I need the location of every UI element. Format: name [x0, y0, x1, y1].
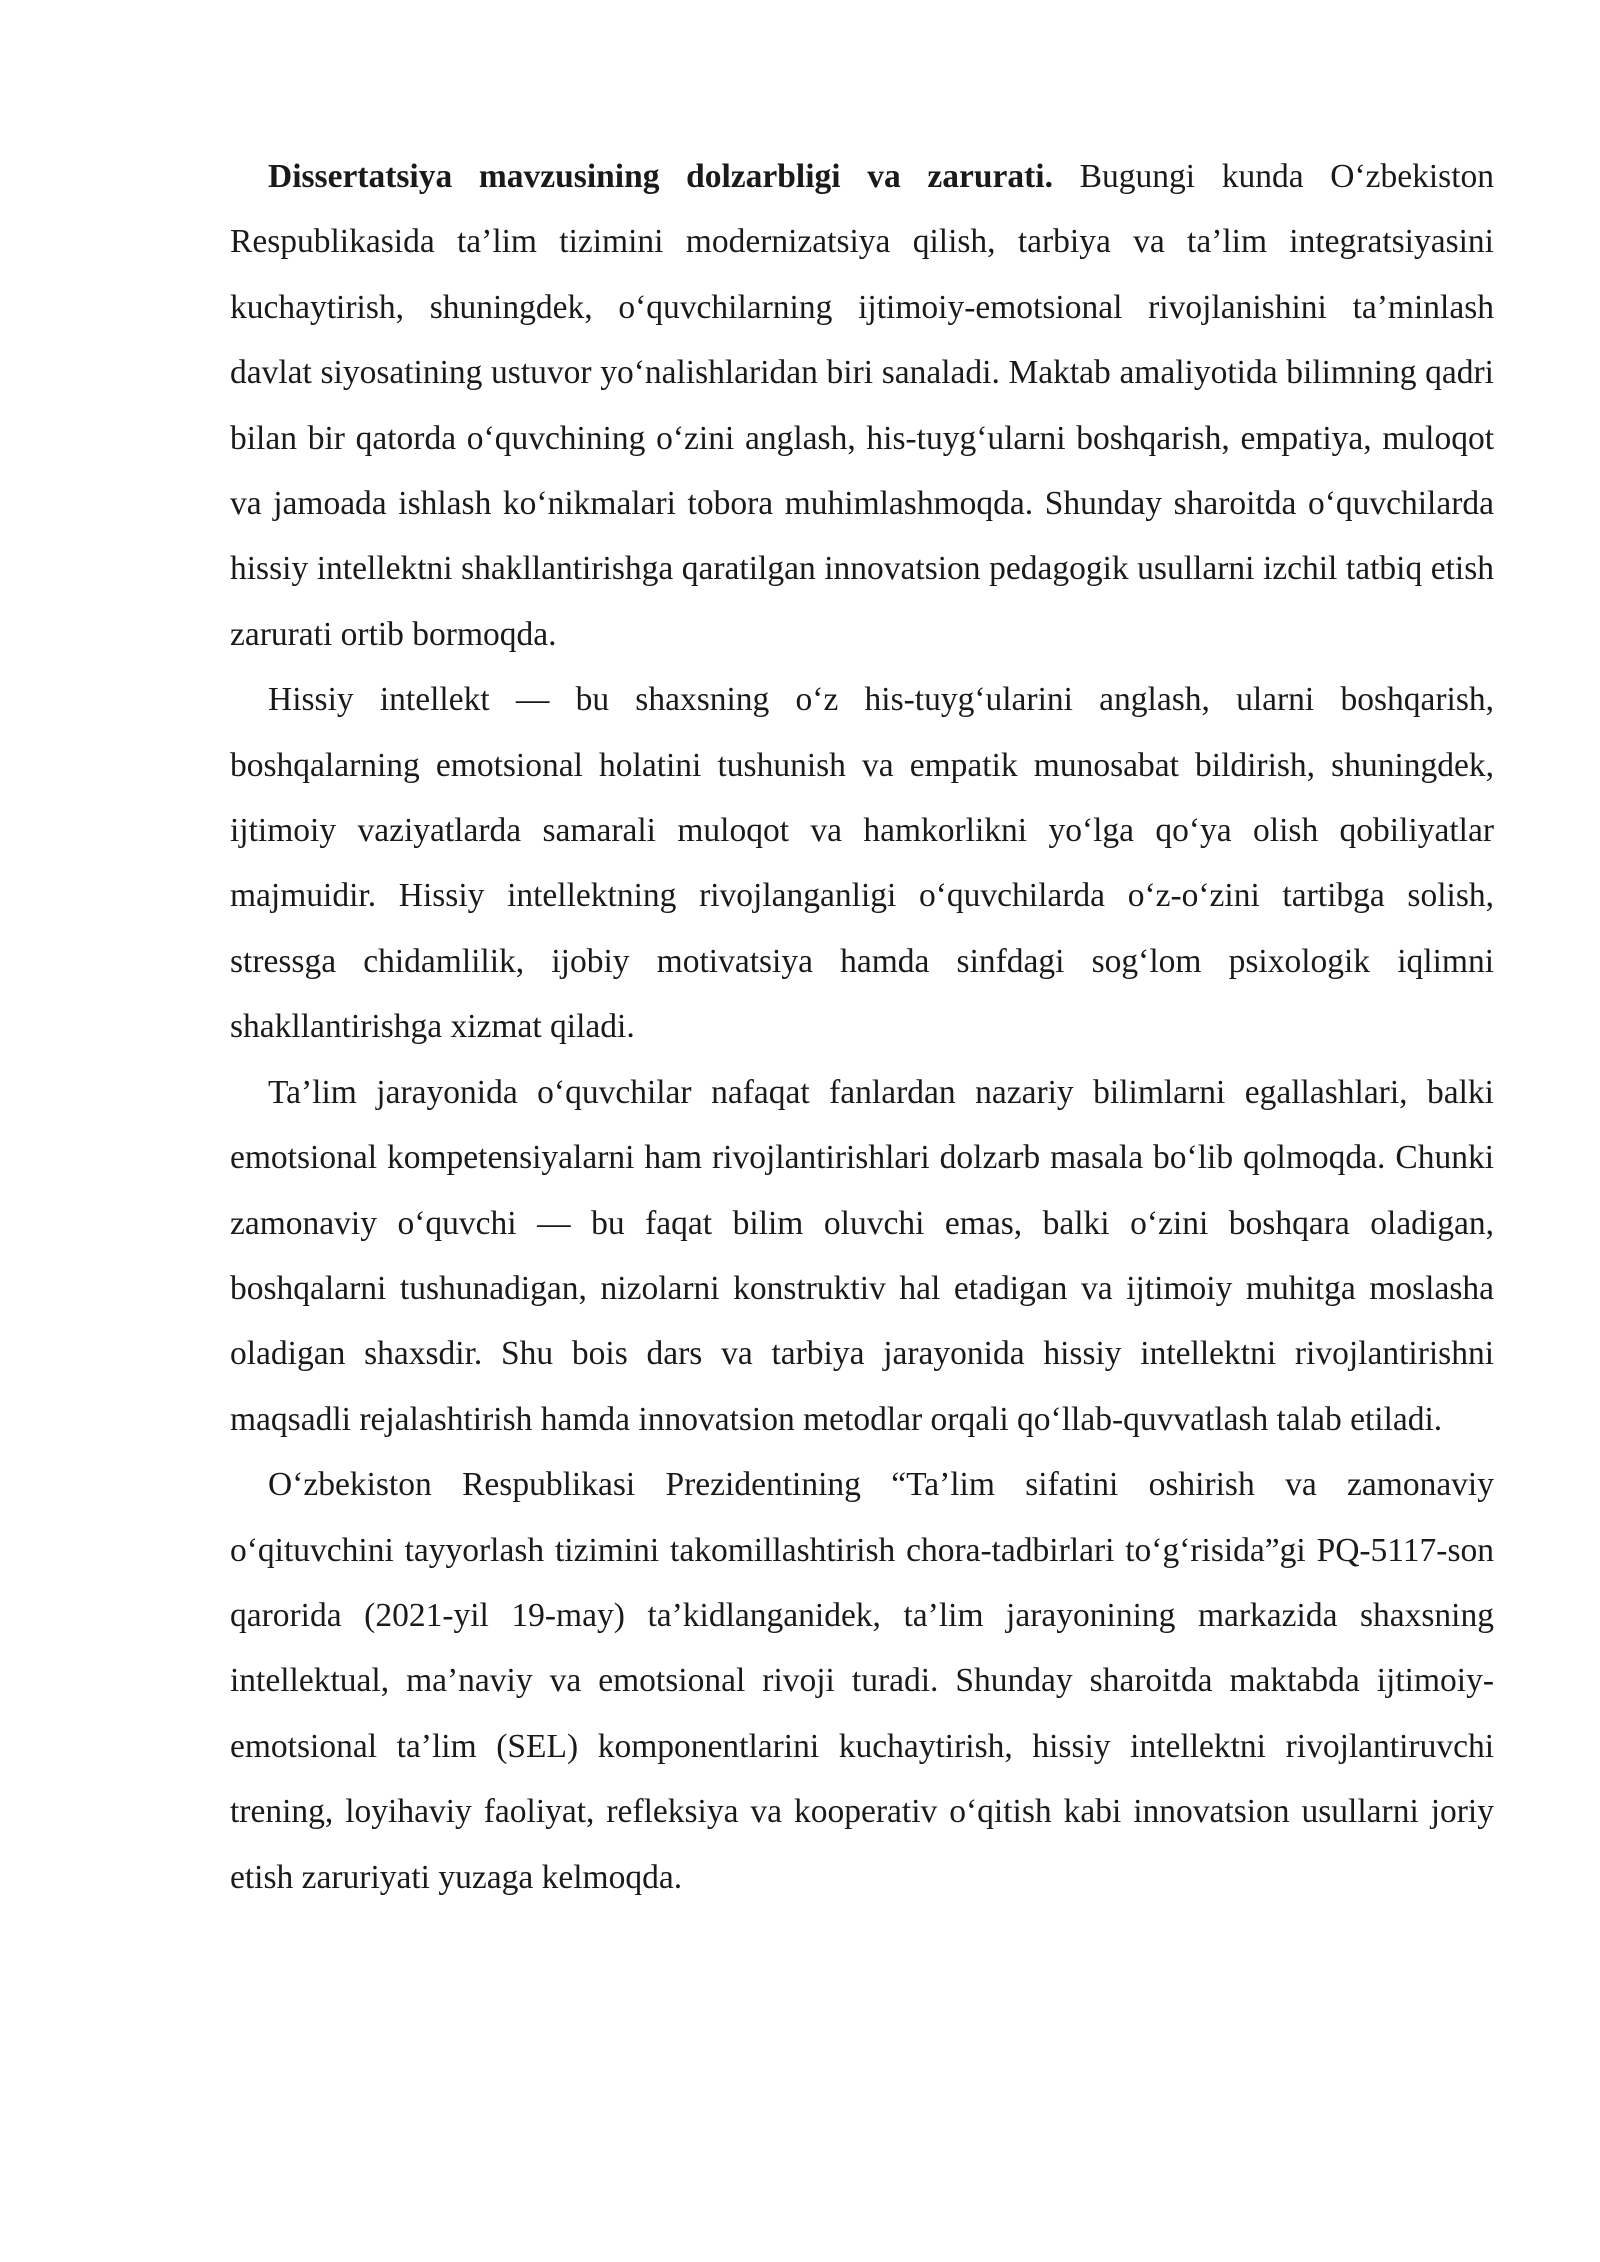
paragraph-text: Bugungi kunda O‘zbekiston Respublikasida ta’lim tizimini modernizatsiya qilish, tarbiya va ta’lim integratsiyasini kuchaytirish, shuningdek, o‘quvchilarning ijtimoiy-emotsional rivojlanishini ta’minlash davlat siyosatining ustuvor yo‘nalishlaridan biri sanaladi. Maktab amaliyotida bilimning qadri bilan bir qatorda o‘quvchining o‘zini anglash, his-tuyg‘ularni boshqarish, empatiya, muloqot va jamoada ishlash ko‘nikmalari tobora muhimlashmoqda. Shunday sharoitda o‘quvchilarda hissiy intellektni shakllantirishga qaratilgan innovatsion pedagogik usullarni izchil tatbiq etish zarurati ortib bormoqda.: [230, 158, 1494, 653]
paragraph-education-process: [230, 1060, 1494, 1452]
paragraph-emotional-intelligence: [230, 667, 1494, 1059]
paragraph-text: O‘zbekiston Respublikasi Prezidentining “Ta’lim sifatini oshirish va zamonaviy o‘qituvchini tayyorlash tizimini takomillashtirish chora-tadbirlari to‘g‘risida”gi PQ-5117-son qarorida (2021-yil 19-may) ta’kidlanganidek, ta’lim jarayonining markazida shaxsning intellektual, ma’naviy va emotsional rivoji turadi. Shunday sharoitda maktabda ijtimoiy-emotsional ta’lim (SEL) komponentlarini kuchaytirish, hissiy intellektni rivojlantiruvchi trening, loyihaviy faoliyat, refleksiya va kooperativ o‘qitish kabi innovatsion usullarni joriy etish zaruriyati yuzaga kelmoqda.: [230, 1466, 1494, 1896]
paragraph-text: Hissiy intellekt — bu shaxsning o‘z his-tuyg‘ularini anglash, ularni boshqarish, boshqalarning emotsional holatini tushunish va empatik munosabat bildirish, shuningdek, ijtimoiy vaziyatlarda samarali muloqot va hamkorlikni yo‘lga qo‘ya olish qobiliyatlar majmuidir. Hissiy intellektning rivojlanganligi o‘quvchilarda o‘z-o‘zini tartibga solish, stressga chidamlilik, ijobiy motivatsiya hamda sinfdagi sog‘lom psixologik iqlimni shakllantirishga xizmat qiladi.: [230, 681, 1494, 1046]
paragraph-lead-heading: Dissertatsiya mavzusining dolzarbligi va zarurati.: [268, 158, 1053, 195]
paragraph-relevance: [230, 144, 1494, 667]
document-body: [230, 144, 1494, 1910]
paragraph-presidential-decree: [230, 1452, 1494, 1910]
paragraph-text: Ta’lim jarayonida o‘quvchilar nafaqat fanlardan nazariy bilimlarni egallashlari, balki emotsional kompetensiyalarni ham rivojlantirishlari dolzarb masala bo‘lib qolmoqda. Chunki zamonaviy o‘quvchi — bu faqat bilim oluvchi emas, balki o‘zini boshqara oladigan, boshqalarni tushunadigan, nizolarni konstruktiv hal etadigan va ijtimoiy muhitga moslasha oladigan shaxsdir. Shu bois dars va tarbiya jarayonida hissiy intellektni rivojlantirishni maqsadli rejalashtirish hamda innovatsion metodlar orqali qo‘llab-quvvatlash talab etiladi.: [230, 1073, 1494, 1438]
